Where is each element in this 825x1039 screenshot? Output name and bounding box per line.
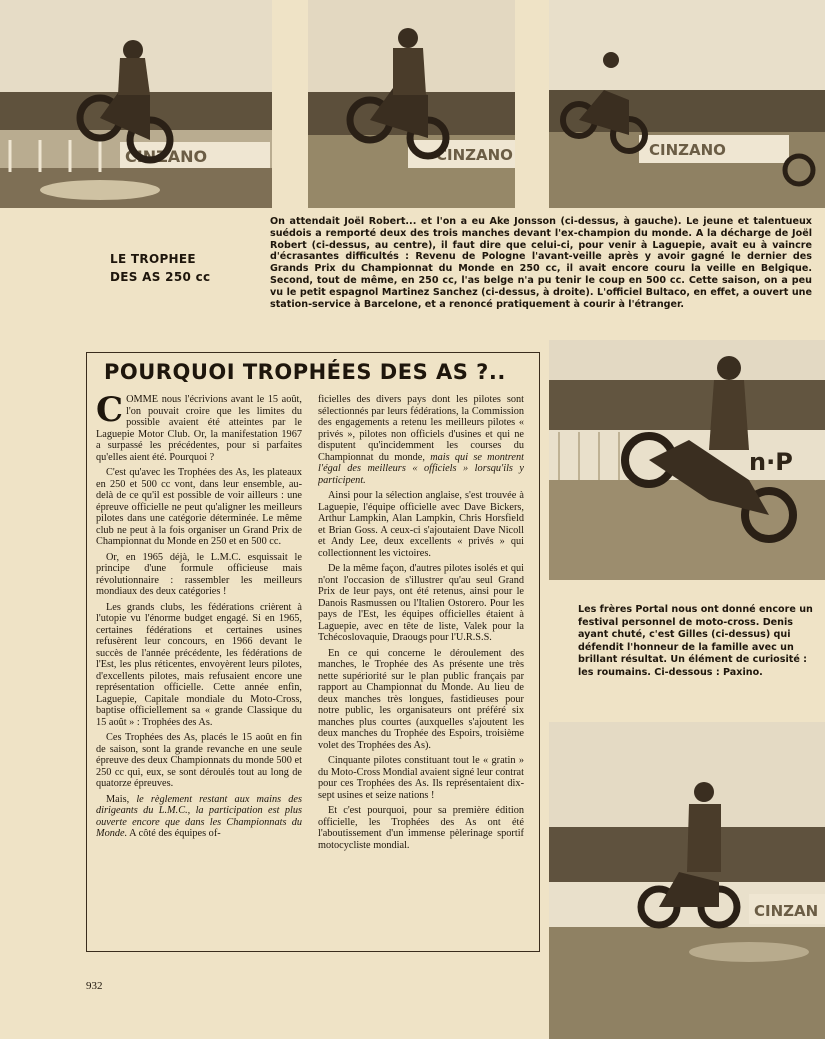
article-paragraph-text: OMME nous l'écrivions avant le 15 août, l'on pouvait croire que les limites du possible avaient été atteintes par le Laguepie Motor Club. Or, la manifestation 1967 a surpassé les précédentes, pour si parfaites qu'elles aient été. Pourquoi ? (96, 394, 302, 463)
banner-cinzano-3: CINZANO (649, 141, 726, 159)
article-paragraph: Ces Trophées des As, placés le 15 août en fin de saison, sont la grande revanche en une seule épreuve des deux Championnats du monde 500 et 250 cc qui, eux, se sont déroulés tout au long de quatorze épreuves. (96, 732, 302, 789)
article-paragraph: Or, en 1965 déjà, le L.M.C. esquissait le principe d'une formule officieuse mais révolutionnaire : rassembler les meilleurs mondiaux des deux catégories ! (96, 551, 302, 597)
photo-robert (308, 0, 515, 208)
text-run: ficielles des divers pays dont les pilotes sont sélectionnés par leurs fédérations, la Commission des engagements a retenu les meilleurs pilotes « privés », pilotes non officiels d'usines et qui ne disputent qu'incidemment les courses du Championnat du monde, (318, 394, 524, 463)
section-title (110, 250, 250, 286)
article-paragraph: Cinquante pilotes constituant tout le « gratin » du Moto-Cross Mondial avaient signé leur contrat pour ces Trophées des As. Ils représentaient dix-sept usines et seize nations ! (318, 755, 524, 801)
photo-jonsson (0, 0, 272, 208)
italic-run: le règlement restant aux mains des dirigeants du L.M.C., la participation est plus ouverte encore que dans les Championnats du Monde. (96, 793, 302, 839)
article-paragraph (318, 394, 524, 486)
article-title: POURQUOI TROPHÉES DES AS ?.. (104, 360, 506, 384)
banner-cinzano-2: CINZANO (436, 146, 513, 164)
photo-gilles-portal (549, 340, 825, 580)
article-paragraph: En ce qui concerne le déroulement des manches, le Trophée des As présente une très nette supériorité sur le plan public français par rapport au Championnat du Monde. Au lieu de deux manches très longues, fastidieuses pour notre public, les organisateurs ont préféré six manches plus courtes (auxquelles s'ajoutent les deux manches du Trophée des Espoirs, troisième volet des Trophées des As). (318, 647, 524, 751)
top-photo-caption: On attendait Joël Robert... et l'on a eu Ake Jonsson (ci-dessus, à gauche). Le jeune et talentueux suédois a remporté deux des trois manches devant l'ex-champion du monde. A la décharge de Joël Robert (ci-dessus, au centre), il faut dire que celui-ci, pour venir à Laguepie, avait eu à vaincre d'écrasantes difficultés : Revenu de Pologne l'avant-veille après y avoir gagné le dernier des Grands Prix du Championnat du Monde en 250 cc, il avait encore couru la veille en Belgique. Second, tout de même, en 250 cc, l'as belge n'a pu tenir le coup en 500 cc. Cette saison, on a peu vu le petit espagnol Martinez Sanchez (ci-dessus, à droite). L'officiel Bultaco, en effet, a ouvert une station-service à Barcelone, et a renoncé pratiquement à courir à l'étranger. (270, 216, 812, 310)
text-run: Mais, (106, 793, 137, 805)
article-paragraph: Et c'est pourquoi, pour sa première édition officielle, les Trophées des As ont été l'aboutissement d'un immense pèlerinage sportif motocycliste mondial. (318, 805, 524, 851)
article-paragraph: C'est qu'avec les Trophées des As, les plateaux en 250 et 500 cc vont, dans leur ensemble, au-delà de ce qu'il est possible de voir ailleurs : une épreuve officielle ne peut qu'aligner les meilleurs pilotes dans une catégorie déterminée. Le même club ne peut à la fois organiser un Grand Prix de Championnat du Monde en 250 et en 500 cc. (96, 467, 302, 547)
section-title-line-1: LE TROPHEE (110, 252, 196, 266)
photo-martinez-sanchez (549, 0, 825, 208)
article-paragraph: Les grands clubs, les fédérations crièrent à l'utopie vu l'énorme budget engagé. Si en 1965, certaines fédérations et certaines usines refusèrent leur concours, en 1966 devant le succès de l'année précédente, les fédérations de l'Est, les plus réticentes, envoyèrent leurs pilotes, d'excellents pilotes, mais refusaient encore une représentation officielle. Cette année enfin, Laguepie, Capitale mondiale du Moto-Cross, baptise officiellement sa « grande Classique du 15 août » : Trophées des As. (96, 601, 302, 728)
banner-cinzano-5: CINZAN (754, 902, 819, 920)
article-paragraph: Ainsi pour la sélection anglaise, s'est trouvée à Laguepie, l'équipe officielle avec Dave Bickers, Arthur Lampkin, Alan Lampkin, Chris Horsfield et Brian Goss. A ceux-ci s'ajoutaient Dave Nicoll et Andy Lee, deux excellents « privés » qui collectionnent les victoires. (318, 490, 524, 559)
text-run: A côté des équipes of- (127, 828, 221, 839)
banner-partial: n·P (749, 448, 793, 476)
photo-paxino (549, 722, 825, 1039)
italic-run: mais qui se montrent l'égal des meilleurs « officiels » lorsqu'ils y participent. (318, 451, 524, 486)
banner-cinzano-1: CINZANO (125, 147, 208, 166)
article-paragraph (96, 394, 302, 463)
article-paragraph (96, 794, 302, 840)
article-column-1 (96, 394, 302, 949)
section-title-line-2: DES AS 250 cc (110, 270, 211, 284)
article-column-2 (318, 394, 524, 949)
page-number: 932 (86, 980, 103, 992)
drop-cap: C (96, 394, 124, 430)
article-paragraph: De la même façon, d'autres pilotes isolés et qui n'ont l'occasion de s'illustrer qu'au seul Grand Prix de leur pays, ont été retenus, ainsi pour le Danois Rasmussen ou l'Italien Ostorero. Pour les pays de l'Est, les équipes officielles étaient à Laguepie, avec en tête de liste, Valek pour la Tchécoslovaquie, Draougs pour l'U.R.S.S. (318, 563, 524, 643)
side-photo-caption: Les frères Portal nous ont donné encore un festival personnel de moto-cross. Denis ayant chuté, c'est Gilles (ci-dessus) qui défendit l'honneur de la famille avec un brillant résultat. Un élément de curiosité : les roumains. Ci-dessous : Paxino. (578, 604, 813, 678)
